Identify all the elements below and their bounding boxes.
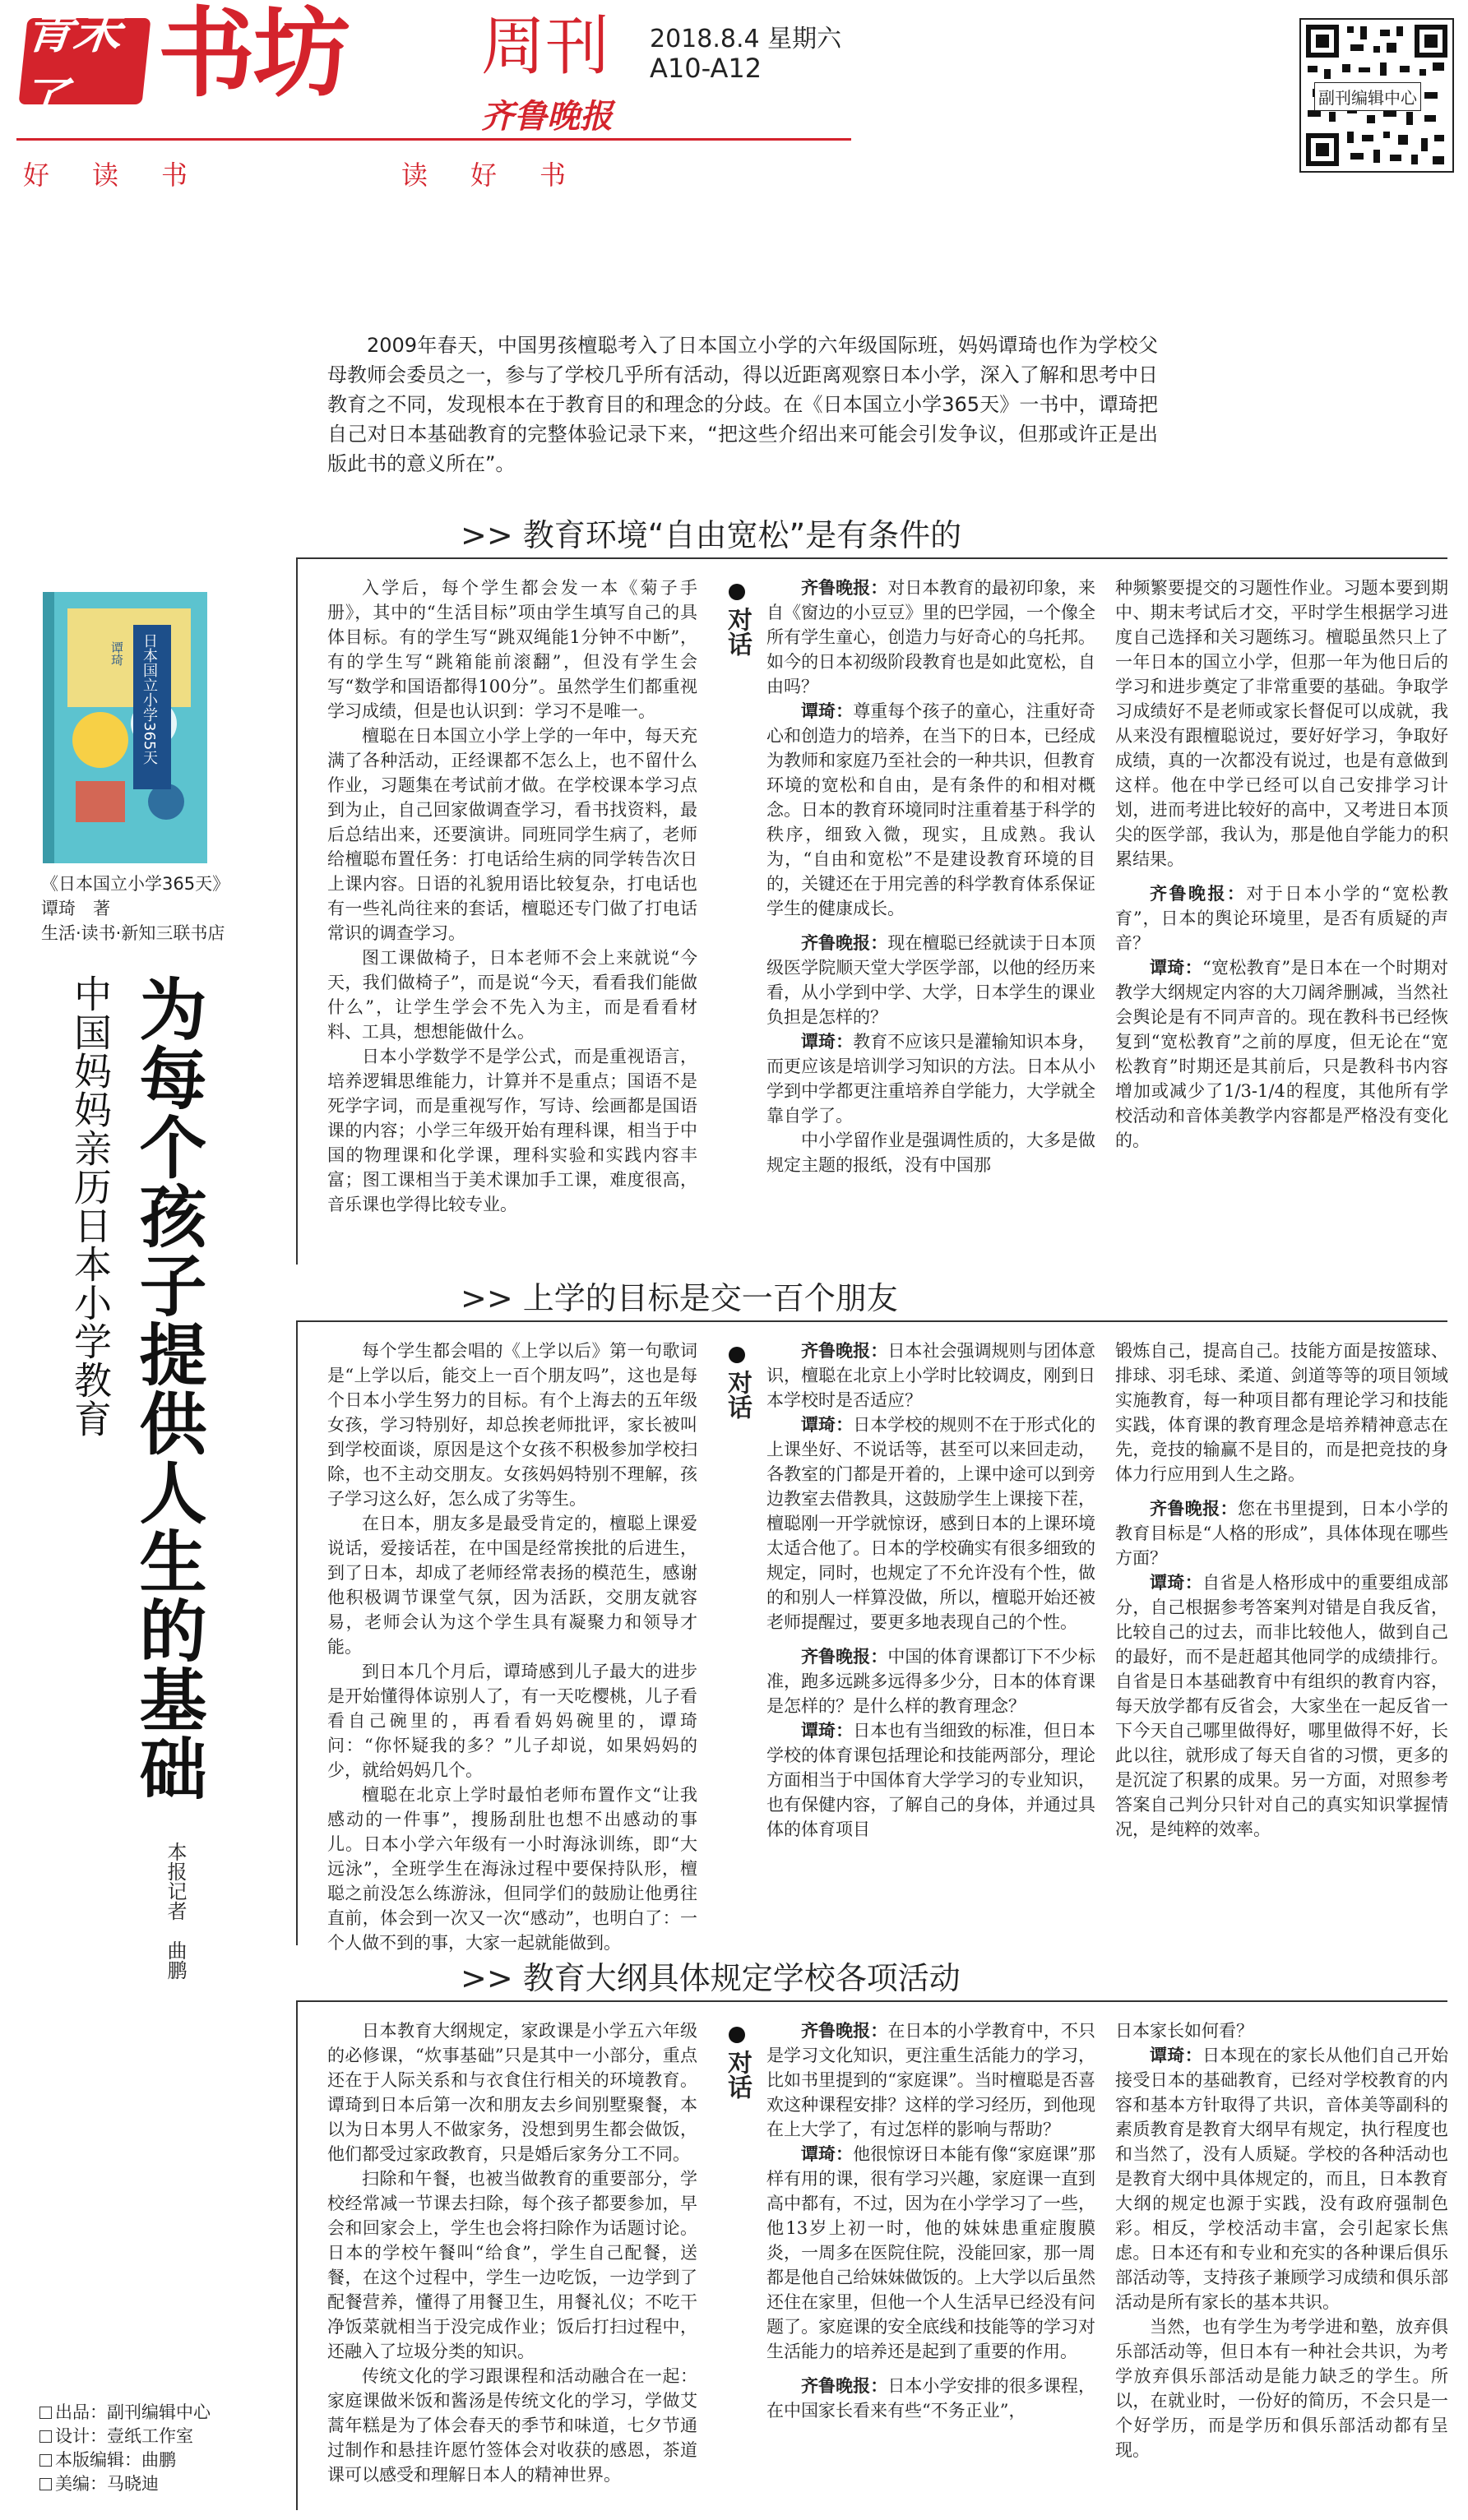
masthead-logo-badge: 青未了: [18, 18, 151, 104]
book-caption-title: 《日本国立小学365天》: [41, 874, 230, 894]
speaker: 齐鲁晚报：: [801, 2020, 888, 2041]
qa-paragraph: [1115, 2018, 1448, 2043]
section-1-title: >> 教育环境“自由宽松”是有条件的: [461, 517, 962, 553]
book-cover-title: 日本国立小学365天: [141, 633, 158, 765]
section-1-column-1: [327, 576, 697, 1217]
qa-paragraph: [766, 2142, 1095, 2364]
paragraph: 传统文化的学习跟课程和活动融合在一起：家庭课做米饭和酱汤是传统文化的学习，学做艾蒿年糕是为了体会春天的季节和味道，七夕节通过制作和悬挂许愿竹签体会对收获的感恩，茶道课可以感受和理解日本人的精神世界。: [327, 2366, 697, 2485]
section-1-dialog-tag: [720, 584, 753, 656]
qa-paragraph: [1115, 955, 1448, 1153]
qa-paragraph: [1115, 1496, 1448, 1570]
book-caption-author: 谭琦 著: [41, 899, 110, 918]
paragraph: 图工课做椅子，日本老师不会上来就说“今天，我们做椅子”，而是说“今天，看看我们能做什么”，让学生学会不先入为主，而是看看材料、工具，想想能做什么。: [327, 948, 697, 1042]
speaker: 谭琦：: [801, 2143, 854, 2164]
issue-date: 2018.8.4 星期六: [650, 25, 842, 53]
dialog-label: 对话: [723, 1370, 752, 1419]
qa-text: 日本小学安排的很多课程，在中国家长看来有些“不务正业”，: [766, 2376, 1095, 2421]
credit-line: 本版编辑：曲鹏: [39, 2448, 211, 2472]
credit-line: 出品：副刊编辑中心: [39, 2401, 211, 2425]
section-3-title: >> 教育大纲具体规定学校各项活动: [461, 1960, 961, 1996]
paragraph: 每个学生都会唱的《上学以后》第一句歌词是“上学以后，能交上一百个朋友吗”，这也是每个日本小学生努力的目标。有个上海去的五年级女孩，学习特别好，却总挨老师批评，家长被叫到学校面谈，原因是这个女孩不积极参加学校扫除，也不主动交朋友。女孩妈妈特别不理解，孩子学习这么好，怎么成了劣等生。: [327, 1341, 697, 1509]
slogan-right: 读好书: [401, 160, 609, 191]
speaker: 齐鲁晚报：: [1150, 1498, 1238, 1519]
reporter-byline: 本报记者 曲鹏: [164, 1842, 187, 1980]
book-caption: [41, 872, 229, 946]
qa-text: 日本现在的家长从他们自己开始接受日本的基础教育，已经对学校教育的内容和基本方针取得了共识，音体美等副科的素质教育是教育大纲早有规定，执行程度也和当然了，没有人质疑。学校的各种活动也是教育大纲中具体规定的，而且，日本教育大纲的规定也源于实践，没有政府强制色彩。相反，学校活动丰富，会引起家长焦虑。日本还有和专业和充实的各种课后俱乐部活动等，支持孩子兼顾学习成绩和俱乐部活动是所有家长的基本共识。: [1115, 2046, 1448, 2312]
qa-text: 种频繁要提交的习题性作业。习题本要到期中、期末考试后才交，平时学生根据学习进度自己选择和关习题练习。檀聪虽然只上了一年日本的国立小学，但那一年为他日后的学习和进步奠定了非常重要的基础。争取学习成绩好不是老师或家长督促可以成就，我从来没有跟檀聪说过，要好好学习，争取好成绩，真的一次都没有说过，也是有意做到这样。他在中学已经可以自己安排学习计划，进而考进比较好的高中，又考进日本顶尖的医学部，我认为，那是他自学能力的积累结果。: [1115, 578, 1448, 869]
qa-text: 当然，也有学生为考学进和塾，放弃俱乐部活动等，但日本有一种社会共识，为考学放弃俱乐部活动是能力缺乏的学生。所以，在就业时，一份好的简历，不会只是一个好学历，而是学历和俱乐部活动都有呈现。: [1115, 2317, 1448, 2460]
dialog-dot: [729, 1347, 745, 1363]
qa-paragraph: [766, 1128, 1095, 1177]
qa-paragraph: [766, 2018, 1095, 2142]
qa-text: 教育不应该只是灌输知识本身，而更应该是培训学习知识的方法。日本从小学到中学都更注重培养自学能力，大学就全靠自学了。: [766, 1032, 1095, 1126]
qa-paragraph: [766, 576, 1095, 699]
credit-line: 设计：壹纸工作室: [39, 2425, 211, 2448]
section-3-vrule: [296, 2000, 298, 2510]
qa-text: 日本家长如何看？: [1115, 2021, 1253, 2041]
dialog-label: 对话: [723, 2050, 752, 2099]
speaker: 齐鲁晚报：: [1150, 883, 1247, 904]
section-3-column-3: [1115, 2018, 1448, 2462]
masthead-newspaper-name: 齐鲁晚报: [481, 97, 613, 136]
paragraph: 日本小学数学不是学公式，而是重视语言，培养逻辑思维能力，计算并不是重点；国语不是死学字词，而是重视写作，写诗、绘画都是国语课的内容；小学三年级开始有理科课，相当于中国的物理课和化学课，理科实验和实践内容丰富；图工课相当于美术课加手工课，难度很高，音乐课也学得比较专业。: [327, 1047, 697, 1214]
section-2-dialog-tag: [720, 1347, 753, 1419]
sub-headline: 中国妈妈亲历日本小学教育: [68, 974, 113, 1438]
book-cover-image: [43, 592, 207, 863]
speaker: 谭琦：: [1150, 2045, 1203, 2065]
qa-paragraph: [766, 1644, 1095, 1718]
section-2-rule: [296, 1320, 1447, 1322]
qa-paragraph: [766, 2374, 1095, 2423]
qa-text: 日本社会强调规则与团体意识，檀聪在北京上小学时比较调皮，刚到日本学校时是否适应？: [766, 1341, 1095, 1410]
section-2-column-3: [1115, 1339, 1448, 1842]
section-3-rule: [296, 2000, 1447, 2002]
section-3-dialog-tag: [720, 2027, 753, 2099]
qa-text: 在日本的小学教育中，不只是学习文化知识，更注重生活能力的学习，比如书里提到的“家庭课”。当时檀聪是否喜欢这种课程安排？这样的学习经历，到他现在上大学了，有过怎样的影响与帮助？: [766, 2021, 1095, 2139]
qa-paragraph: [766, 1413, 1095, 1635]
speaker: 齐鲁晚报：: [801, 932, 888, 953]
qa-paragraph: [1115, 1339, 1448, 1487]
speaker: 齐鲁晚报：: [801, 1646, 888, 1667]
credits-box: [39, 2401, 211, 2496]
dialog-dot: [729, 2027, 745, 2043]
section-2-column-2: [766, 1339, 1095, 1842]
paragraph: 在日本，朋友多是最受肯定的，檀聪上课爱说话，爱接话茬，在中国是经常挨批的后进生，到了日本，却成了老师经常表扬的模范生，感谢他积极调节课堂气氛，因为活跃，交朋友就容易，老师会认为这个学生具有凝聚力和领导才能。: [327, 1514, 697, 1657]
speaker: 谭琦：: [801, 1031, 854, 1052]
qa-paragraph: [1115, 2043, 1448, 2314]
section-1-vrule: [296, 557, 298, 1265]
speaker: 谭琦：: [1150, 957, 1202, 978]
paragraph: 扫除和午餐，也被当做教育的重要部分，学校经常减一节课去扫除，每个孩子都要参加，早会和回家会上，学生也会将扫除作为话题讨论。日本的学校午餐叫“给食”，学生自己配餐，送餐，在这个过程中，学生一边吃饭，一边学到了配餐营养，懂得了用餐卫生，用餐礼仪；不吃干净饭菜就相当于没完成作业；饭后打扫过程中，还融入了垃圾分类的知识。: [327, 2169, 697, 2361]
qa-text: 对于日本小学的“宽松教育”，日本的舆论环境里，是否有质疑的声音？: [1115, 884, 1448, 953]
main-headline: 为每个孩子提供人生的基础: [128, 974, 206, 1803]
qa-text: 中国的体育课都订下不少标准，跑多远跳多远得多少分，日本的体育课是怎样的？是什么样的教育理念？: [766, 1647, 1095, 1716]
section-2-title: >> 上学的目标是交一百个朋友: [461, 1280, 898, 1316]
qa-paragraph: [1115, 1570, 1448, 1842]
paragraph: 檀聪在日本国立小学上学的一年中，每天充满了各种活动，正经课都不怎么上，也不留什么作业，习题集在考试前才做。在学校课本学习点到为止，自己回家做调查学习，看书找资料，最后总结出来，还要演讲。同班同学生病了，老师给檀聪布置任务：打电话给生病的同学转告次日上课内容。日语的礼貌用语比较复杂，打电话也有一些礼尚往来的套话，檀聪还专门做了打电话常识的调查学习。: [327, 726, 697, 943]
qa-text: 您在书里提到，日本小学的教育目标是“人格的形成”，具体体现在哪些方面？: [1115, 1499, 1448, 1568]
speaker: 齐鲁晚报：: [801, 1340, 888, 1361]
qa-paragraph: [1115, 576, 1448, 872]
qa-paragraph: [766, 699, 1095, 921]
section-1-column-3: [1115, 576, 1448, 1153]
section-1-rule: [296, 557, 1447, 559]
qa-text: 他很惊讶日本能有像“家庭课”那样有用的课，很有学习兴趣，家庭课一直到高中都有，不过，因为在小学学习了一些，他13岁上初一时，他的妹妹患重症腹膜炎，一周多在医院住院，没能回家，那一周都是他自己给妹妹做饭的。上大学以后虽然还住在家里，但他一个人生活早已经没有问题了。家庭课的安全底线和技能等的学习对生活能力的培养还是起到了重要的作用。: [766, 2144, 1095, 2361]
qa-text: 日本学校的规则不在于形式化的上课坐好、不说话等，甚至可以来回走动，各教室的门都是开着的，上课中途可以到旁边教室去借教具，这鼓励学生上课接下茬，檀聪刚一开学就惊讶，感到日本的上课环境太适合他了。日本的学校确实有很多细致的规定，同时，也规定了不允许没有个性，做的和别人一样算没做，所以，檀聪开始还被老师提醒过，要更多地表现自己的个性。: [766, 1415, 1095, 1632]
qa-paragraph: [1115, 881, 1448, 955]
speaker: 齐鲁晚报：: [801, 2375, 888, 2396]
qa-paragraph: [766, 1029, 1095, 1128]
speaker: 谭琦：: [801, 1720, 854, 1741]
speaker: 谭琦：: [801, 1414, 854, 1435]
credit-line: 美编：马晓迪: [39, 2472, 211, 2496]
qa-text: 中小学留作业是强调性质的，大多是做规定主题的报纸，没有中国那: [766, 1131, 1095, 1175]
qa-text: 锻炼自己，提高自己。技能方面是按篮球、排球、羽毛球、柔道、剑道等等的项目领域实施教育，每一种项目都有理论学习和技能实践，体育课的教育理念是培养精神意志在先，竞技的输赢不是目的，而是把竞技的身体力行应用到人生之路。: [1115, 1341, 1448, 1484]
section-3-column-2: [766, 2018, 1095, 2423]
qr-code-label: 副刊编辑中心: [1314, 82, 1421, 111]
paragraph: 日本教育大纲规定，家政课是小学五六年级的必修课，“炊事基础”只是其中一小部分，重点还在于人际关系和与衣食住行相关的环境教育。谭琦到日本后第一次和朋友去乡间别墅聚餐，本以为日本男人不做家务，没想到男生都会做饭，他们都受过家政教育，只是婚后家务分工不同。: [327, 2021, 697, 2164]
speaker: 齐鲁晚报：: [801, 577, 888, 598]
paragraph: 到日本几个月后，谭琦感到儿子最大的进步是开始懂得体谅别人了，有一天吃樱桃，儿子看看自己碗里的，再看看妈妈碗里的，谭琦问：“你怀疑我的多？”儿子却说，如果妈妈的少，就给妈妈几个。: [327, 1662, 697, 1780]
section-1-column-2: [766, 576, 1095, 1177]
book-caption-publisher: 生活·读书·新知三联书店: [41, 923, 225, 943]
qa-text: 自省是人格形成中的重要组成部分，自己根据参考答案判对错是自我反省，比较自己的过去，而非比较他人，做到自己的最好，而不是赶超其他同学的成绩排行。自省是日本基础教育中有组织的教育内容，每天放学都有反省会，大家坐在一起反省一下今天自己哪里做得好，哪里做得不好，长此以往，就形成了每天自省的习惯，更多的是沉淀了积累的成果。另一方面，对照参考答案自己判分只针对自己的真实知识掌握情况，是纯粹的效率。: [1115, 1573, 1448, 1839]
intro-paragraph: 2009年春天，中国男孩檀聪考入了日本国立小学的六年级国际班，妈妈谭琦也作为学校父母教师会委员之一，参与了学校几乎所有活动，得以近距离观察日本小学，深入了解和思考中日教育之不同，发现根本在于教育目的和理念的分歧。在《日本国立小学365天》一书中，谭琦把自己对日本基础教育的完整体验记录下来，“把这些介绍出来可能会引发争议，但那或许正是出版此书的意义所在”。: [327, 334, 1158, 475]
dialog-label: 对话: [723, 607, 752, 656]
section-3-column-1: [327, 2018, 697, 2487]
qa-text: 日本也有当细致的标准，但日本学校的体育课包括理论和技能两部分，理论方面相当于中国体育大学学习的专业知识，也有保健内容，了解自己的身体，并通过具体的体育项目: [766, 1721, 1095, 1839]
speaker: 谭琦：: [1150, 1572, 1203, 1593]
masthead-weekly: 周刊: [481, 10, 610, 84]
book-cover-author: 谭琦: [109, 641, 124, 666]
qa-paragraph: [1115, 2314, 1448, 2462]
section-2-vrule: [296, 1320, 298, 1945]
section-2-column-1: [327, 1339, 697, 1955]
paragraph: 檀聪在北京上学时最怕老师布置作文“让我感动的一件事”，搜肠刮肚也想不出感动的事儿。日本小学六年级有一小时海泳训练，即“大远泳”，全班学生在海泳过程中要保持队形，檀聪之前没怎么练游泳，但同学们的鼓励让他勇往直前，体会到一次又一次“感动”，也明白了：一个人做不到的事，大家一起就能做到。: [327, 1785, 697, 1953]
qa-text: 对日本教育的最初印象，来自《窗边的小豆豆》里的巴学园，一个像全所有学生童心，创造力与好奇心的乌托邦。如今的日本初级阶段教育也是如此宽松，自由吗？: [766, 578, 1095, 696]
masthead-title: 书坊: [158, 0, 350, 110]
qa-paragraph: [766, 931, 1095, 1029]
qa-paragraph: [766, 1339, 1095, 1413]
qa-text: 现在檀聪已经就读于日本顶级医学院顺天堂大学医学部，以他的经历来看，从小学到中学、大学，日本学生的课业负担是怎样的？: [766, 933, 1095, 1027]
dialog-dot: [729, 584, 745, 600]
paragraph: 入学后，每个学生都会发一本《菊子手册》，其中的“生活目标”项由学生填写自己的具体目标。有的学生写“跳双绳能1分钟不中断”，有的学生写“跳箱能前滚翻”，但没有学生会写“数学和国语都得100分”。虽然学生们都重视学习成绩，但是也认识到：学习不是唯一。: [327, 578, 697, 721]
qa-paragraph: [766, 1718, 1095, 1842]
masthead-divider: [16, 138, 851, 141]
slogan-left: 好读书: [23, 160, 231, 191]
qa-text: 尊重每个孩子的童心，注重好奇心和创造力的培养，在当下的日本，已经成为教师和家庭乃至社会的一种共识，但教育环境的宽松和自由，是有条件的和相对概念。日本的教育环境同时注重着基于科学的秩序，细致入微，现实，且成熟。我认为，“自由和宽松”不是建设教育环境的目的，关键还在于用完善的科学教育体系保证学生的健康成长。: [766, 701, 1095, 918]
qa-text: “宽松教育”是日本在一个时期对教学大纲规定内容的大刀阔斧删减，当然社会舆论是有不同声音的。现在教科书已经恢复到“宽松教育”之前的厚度，但无论在“宽松教育”时期还是其前后，只是教科书内容增加或减少了1/3-1/4的程度，其他所有学校活动和音体美教学内容都是严格没有变化的。: [1115, 958, 1448, 1150]
speaker: 谭琦：: [801, 701, 854, 721]
page-range: A10-A12: [650, 53, 762, 84]
